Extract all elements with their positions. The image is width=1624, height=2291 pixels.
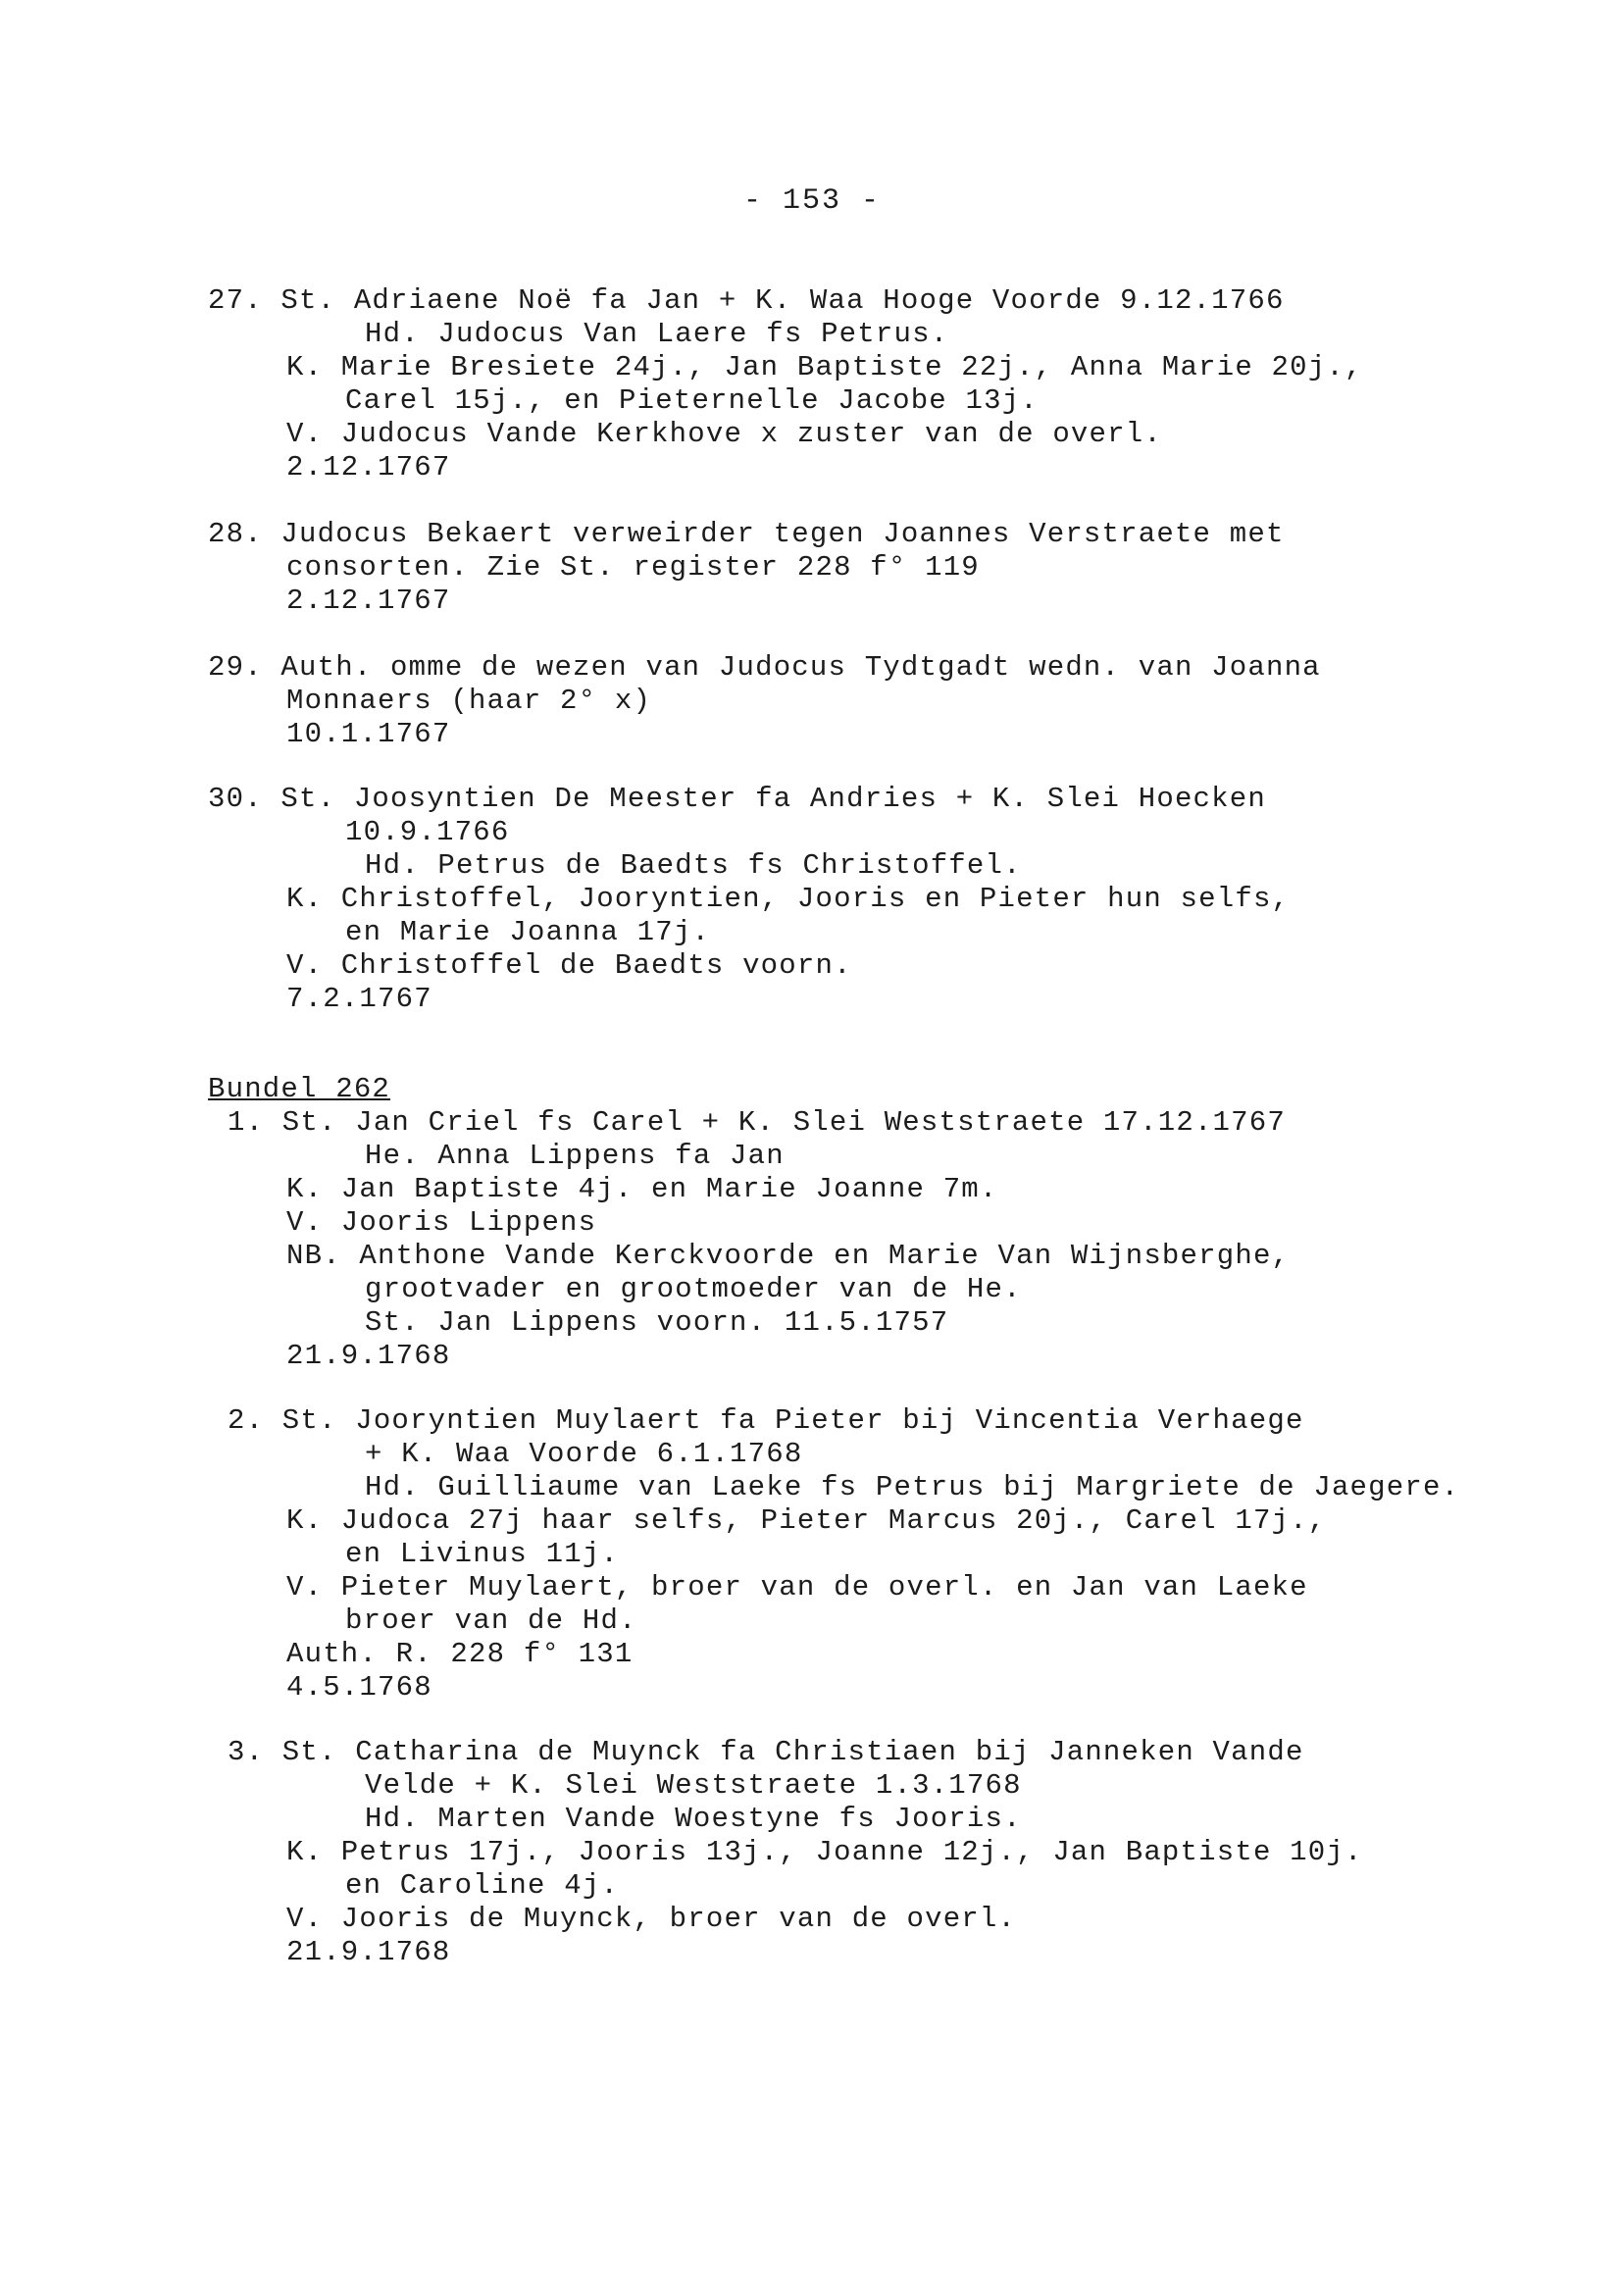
bundel-entry-2-line-4: K. Judoca 27j haar selfs, Pieter Marcus 20j., Carel 17j., [286,1504,1327,1537]
bundel-entry-1-line-5: NB. Anthone Vande Kerckvoorde en Marie Van Wijnsberghe, [286,1240,1291,1272]
bundel-entry-3-line-4: K. Petrus 17j., Jooris 13j., Joanne 12j., Jan Baptiste 10j. [286,1836,1363,1868]
bundel-entry-2-line-5: en Livinus 11j. [345,1538,620,1570]
bundle-heading: Bundel 262 [208,1073,391,1105]
bundel-entry-3-line-5: en Caroline 4j. [345,1869,620,1902]
entry-30-line-5: en Marie Joanna 17j. [345,916,711,948]
entry-27-line-4: Carel 15j., en Pieternelle Jacobe 13j. [345,384,1039,417]
page-number: - 153 - [742,184,882,218]
entry-27-line-1: 27. St. Adriaene Noë fa Jan + K. Waa Hooge Voorde 9.12.1766 [208,284,1285,317]
bundel-entry-1-date: 21.9.1768 [286,1340,451,1372]
entry-27-line-5: V. Judocus Vande Kerkhove x zuster van de overl. [286,418,1162,450]
bundel-entry-3-line-3: Hd. Marten Vande Woestyne fs Jooris. [365,1803,1022,1835]
bundel-entry-2-line-8: Auth. R. 228 f° 131 [286,1638,634,1670]
entry-28-date: 2.12.1767 [286,585,451,617]
bundel-entry-3-line-1: 3. St. Catharina de Muynck fa Christiaen bij Janneken Vande [228,1736,1304,1768]
bundel-entry-2-line-2: + K. Waa Voorde 6.1.1768 [365,1438,803,1470]
entry-30-date: 7.2.1767 [286,983,432,1015]
entry-30-line-6: V. Christoffel de Baedts voorn. [286,949,852,982]
entry-28-line-1: 28. Judocus Bekaert verweirder tegen Joannes Verstraete met [208,518,1285,550]
entry-30-line-1: 30. St. Joosyntien De Meester fa Andries + K. Slei Hoecken [208,783,1266,815]
entry-29-date: 10.1.1767 [286,718,451,750]
bundel-entry-1-line-7: St. Jan Lippens voorn. 11.5.1757 [365,1306,949,1339]
bundel-entry-2-date: 4.5.1768 [286,1671,432,1704]
bundel-entry-3-line-6: V. Jooris de Muynck, broer van de overl. [286,1903,1017,1935]
bundel-entry-1-line-6: grootvader en grootmoeder van de He. [365,1273,1022,1305]
entry-30-line-3: Hd. Petrus de Baedts fs Christoffel. [365,849,1022,882]
bundel-entry-1-line-4: V. Jooris Lippens [286,1206,597,1239]
entry-29-line-1: 29. Auth. omme de wezen van Judocus Tydtgadt wedn. van Joanna [208,651,1321,684]
bundel-entry-3-date: 21.9.1768 [286,1936,451,1968]
entry-29-line-2: Monnaers (haar 2° x) [286,685,652,717]
entry-27-line-3: K. Marie Bresiete 24j., Jan Baptiste 22j., Anna Marie 20j., [286,351,1363,383]
bundel-entry-2-line-1: 2. St. Jooryntien Muylaert fa Pieter bij Vincentia Verhaege [228,1404,1304,1437]
bundel-entry-1-line-2: He. Anna Lippens fa Jan [365,1140,785,1172]
bundel-entry-2-line-3: Hd. Guilliaume van Laeke fs Petrus bij Margriete de Jaegere. [365,1471,1460,1503]
entry-30-line-2: 10.9.1766 [345,816,510,848]
bundel-entry-2-line-7: broer van de Hd. [345,1604,637,1637]
bundel-entry-3-line-2: Velde + K. Slei Weststraete 1.3.1768 [365,1769,1022,1802]
bundel-entry-1-line-1: 1. St. Jan Criel fs Carel + K. Slei Weststraete 17.12.1767 [228,1106,1286,1139]
entry-27-line-2: Hd. Judocus Van Laere fs Petrus. [365,318,949,350]
entry-27-date: 2.12.1767 [286,451,451,484]
entry-30-line-4: K. Christoffel, Jooryntien, Jooris en Pieter hun selfs, [286,883,1291,915]
entry-28-line-2: consorten. Zie St. register 228 f° 119 [286,551,980,584]
bundel-entry-2-line-6: V. Pieter Muylaert, broer van de overl. en Jan van Laeke [286,1571,1308,1604]
bundel-entry-1-line-3: K. Jan Baptiste 4j. en Marie Joanne 7m. [286,1173,998,1205]
